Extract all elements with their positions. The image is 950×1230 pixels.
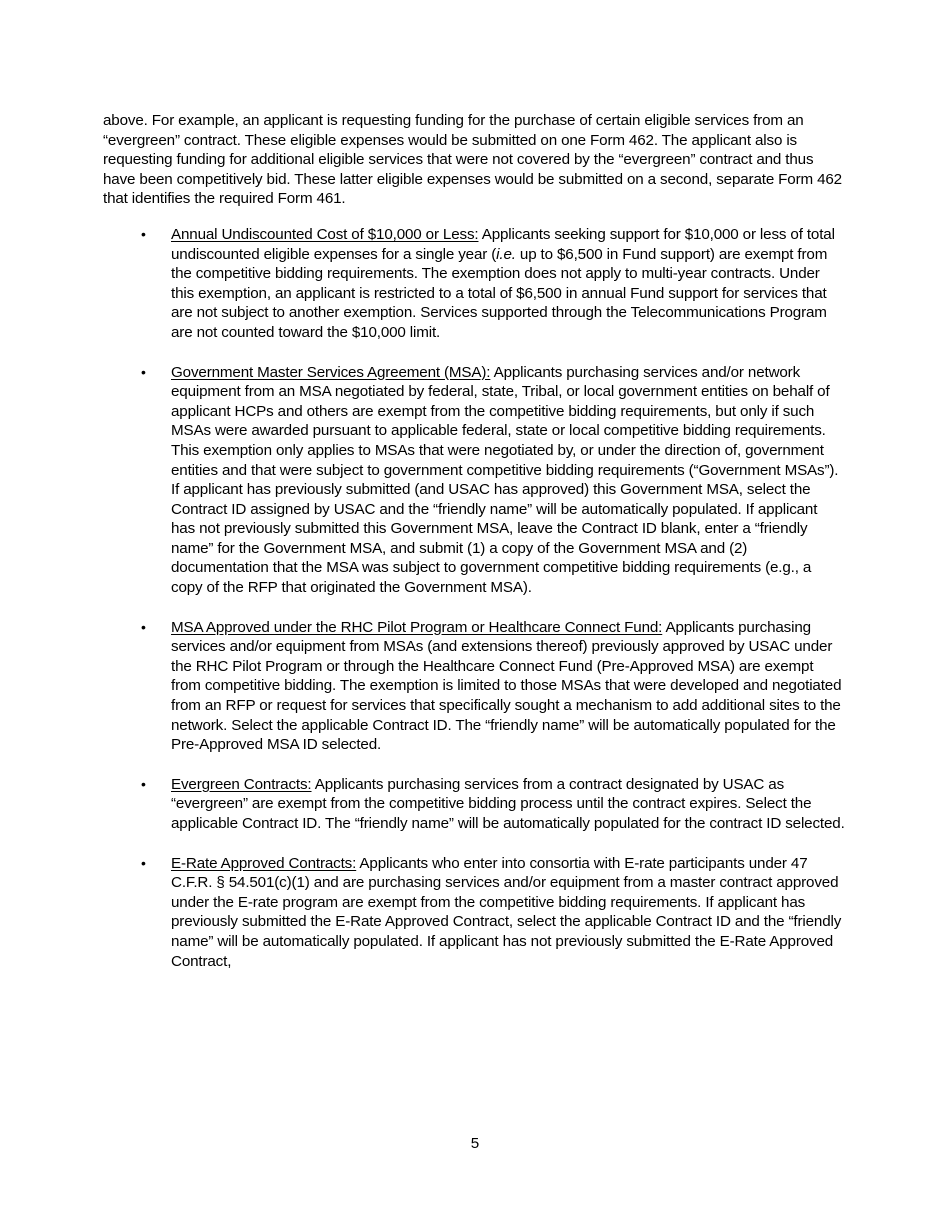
- list-item-text: up to $6,500 in Fund support) are exempt from the competitive bidding requirements. The exemption does not apply to multi-year contracts. Under this exemption, an applicant is restricted to a total of $6,500 in annual Fund support for services that are not subject to another exemption. Services supported through the Telecommunications Program are not counted toward the $10,000 limit.: [171, 245, 828, 341]
- list-item-annual-undiscounted-cost: [103, 225, 845, 343]
- list-item-evergreen-contracts: [103, 775, 845, 834]
- list-item-msa-approved-rhc-pilot: [103, 618, 845, 755]
- bullet-icon: •: [141, 618, 146, 635]
- page-number: 5: [470, 1135, 480, 1152]
- list-item-heading: Annual Undiscounted Cost of $10,000 or Less:: [171, 225, 479, 243]
- bullet-icon: •: [141, 775, 146, 792]
- list-item-heading: MSA Approved under the RHC Pilot Program or Healthcare Connect Fund:: [171, 618, 663, 636]
- list-item-text: Applicants purchasing services and/or equipment from MSAs (and extensions thereof) previously approved by USAC under the RHC Pilot Program or through the Healthcare Connect Fund (Pre-Approved MSA) are exempt from competitive bidding. The exemption is limited to those MSAs that were developed and negotiated from an RFP or request for services that specifically sought a mechanism to add additional sites to the network. Select the applicable Contract ID. The “friendly name” will be automatically populated for the Pre-Approved MSA ID selected.: [171, 618, 842, 754]
- bullet-icon: •: [141, 225, 146, 242]
- list-item-heading: Evergreen Contracts:: [171, 775, 312, 793]
- bullet-icon: •: [141, 854, 146, 871]
- list-item-text: Applicants purchasing services and/or network equipment from an MSA negotiated by federal, state, Tribal, or local government entities on behalf of applicant HCPs and others are exempt from the competitive bidding requirements, but only if such MSAs were awarded pursuant to applicable federal, state or local competitive bidding requirements. This exemption only applies to MSAs that were negotiated by, or under the direction of, government entities and that were subject to government competitive bidding requirements (“Government MSAs”). If applicant has previously submitted (and USAC has approved) this Government MSA, select the Contract ID assigned by USAC and the “friendly name” will be automatically populated. If applicant has not previously submitted this Government MSA, leave the Contract ID blank, enter a “friendly name” for the Government MSA, and submit (1) a copy of the Government MSA and (2) documentation that the MSA was subject to government competitive bidding requirements (e.g., a copy of the RFP that originated the Government MSA).: [171, 363, 839, 597]
- exemption-list: [103, 225, 845, 971]
- list-item-text: Applicants purchasing services from a contract designated by USAC as “evergreen” are exempt from the competitive bidding process until the contract expires. Select the applicable Contract ID. The “friendly name” will be automatically populated for the contract ID selected.: [171, 775, 845, 832]
- list-item-heading: E-Rate Approved Contracts:: [171, 854, 357, 872]
- intro-paragraph: above. For example, an applicant is requesting funding for the purchase of certain eligible services from an “evergreen” contract. These eligible expenses would be submitted on one Form 462. The applicant also is requesting funding for additional eligible services that were not covered by the “evergreen” contract and thus have been competitively bid. These latter eligible expenses would be submitted on a second, separate Form 462 that identifies the required Form 461.: [103, 112, 842, 208]
- list-item-emphasis: i.e.: [496, 245, 516, 263]
- list-item-heading: Government Master Services Agreement (MSA):: [171, 363, 491, 381]
- list-item-e-rate-approved-contracts: [103, 854, 845, 972]
- bullet-icon: •: [141, 363, 146, 380]
- list-item-text: Applicants who enter into consortia with E-rate participants under 47 C.F.R. § 54.501(c)(1) and are purchasing services and/or equipment from a master contract approved under the E-rate program are exempt from the competitive bidding requirements. If applicant has previously submitted the E-Rate Approved Contract, select the applicable Contract ID and the “friendly name” will be automatically populated. If applicant has not previously submitted the E-Rate Approved Contract,: [171, 854, 842, 970]
- list-item-text: Applicants seeking support for $10,000 or less of total undiscounted eligible expenses for a single year (: [171, 225, 835, 263]
- list-item-government-msa: [103, 363, 845, 598]
- document-page: [103, 111, 845, 991]
